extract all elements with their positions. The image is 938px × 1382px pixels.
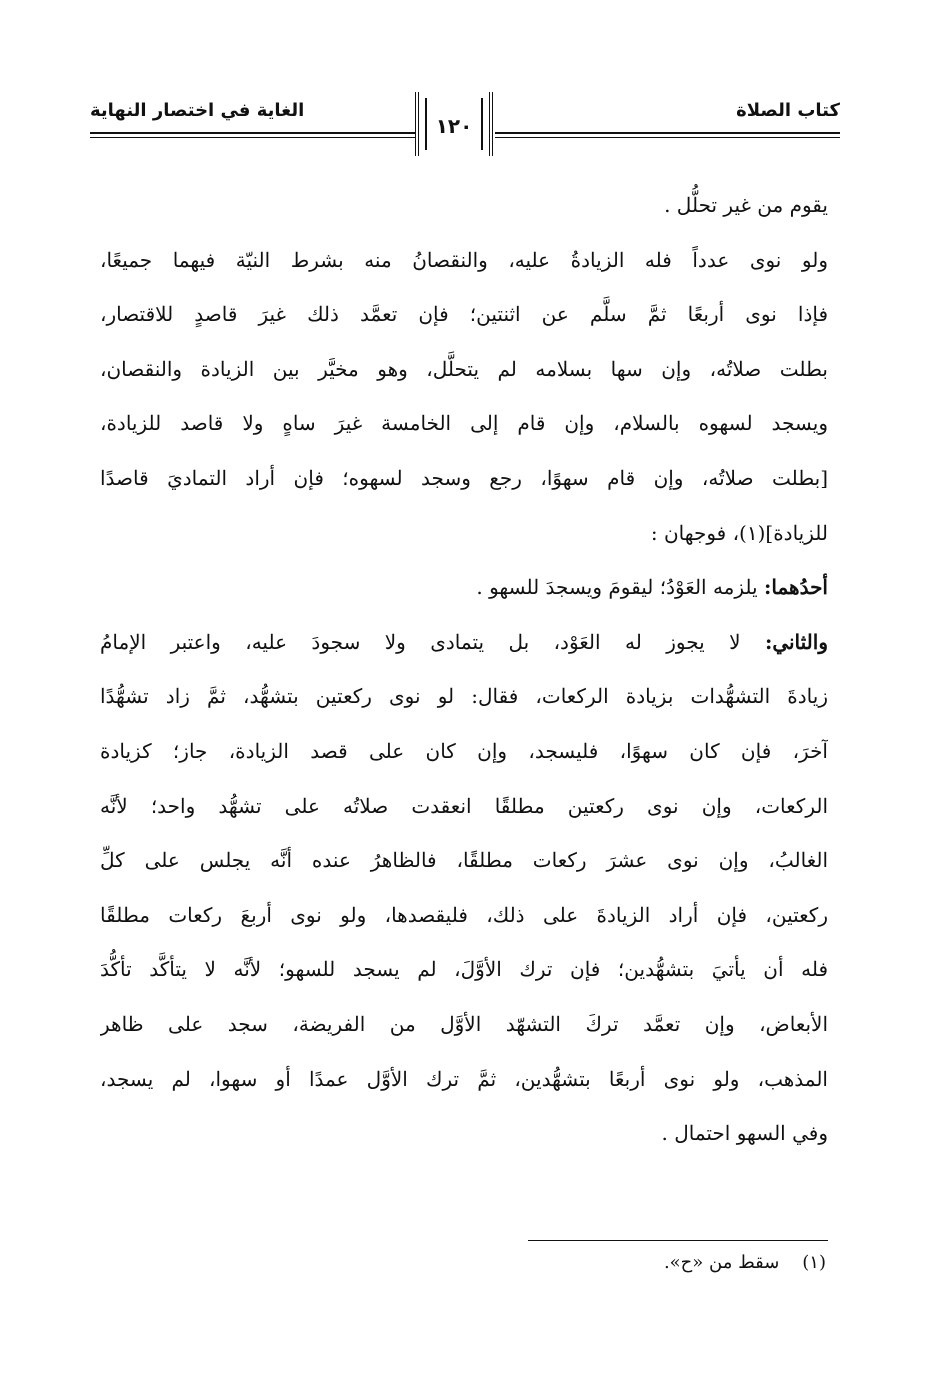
page-number-frame xyxy=(415,92,493,156)
line-text: فإذا نوى أربعًا ثمَّ سلَّم عن اثنتين؛ فإن تعمَّد ذلك غيرَ قاصدٍ للاقتصار، xyxy=(100,302,828,327)
text-line xyxy=(100,833,828,888)
line-text: آخرَ، فإن كان سهوًا، فليسجد، وإن كان على قصد الزيادة، جاز؛ كزيادة xyxy=(100,738,828,763)
text-line xyxy=(100,615,828,670)
text-line xyxy=(100,560,828,615)
line-text: للزيادة](١)، فوجهان : xyxy=(650,520,828,545)
footnote xyxy=(326,1252,826,1273)
line-text: ولو نوى عدداً فله الزيادةُ عليه، والنقصانُ منه بشرط النيّة فيهما جميعًا، xyxy=(100,247,828,272)
footnote-separator xyxy=(528,1240,828,1241)
line-text: الركعات، وإن نوى ركعتين مطلقًا انعقدت صلاتُه على تشهُّد واحد؛ لأنَّه xyxy=(100,793,828,818)
text-line xyxy=(100,669,828,724)
line-text: المذهب، ولو نوى أربعًا بتشهُّدين، ثمَّ ترك الأوَّل عمدًا أو سهوا، لم يسجد، xyxy=(100,1066,828,1091)
line-text: يقوم من غير تحلُّل . xyxy=(664,193,828,217)
line-text: الغالبُ، وإن نوى عشرَ ركعات مطلقًا، فالظاهرُ عنده أنَّه يجلس على كلِّ xyxy=(100,848,828,873)
line-text: الأبعاض، وإن تعمَّد تركَ التشهّد الأوَّل من الفريضة، سجد على ظاهر xyxy=(100,1011,828,1036)
text-line xyxy=(100,779,828,834)
text-line xyxy=(100,997,828,1052)
line-text: ويسجد لسهوه بالسلام، وإن قام إلى الخامسة غيرَ ساهٍ ولا قاصد للزيادة، xyxy=(100,411,828,436)
text-line xyxy=(100,287,828,342)
main-text xyxy=(100,178,828,1161)
line-text: زيادةَ التشهُّدات بزيادة الركعات، فقال: لو نوى ركعتين بتشهُّد، ثمَّ زاد تشهُّدًا xyxy=(100,684,828,709)
line-text: بطلت صلاتُه، وإن سها بسلامه لم يتحلَّل، وهو مخيَّر بين الزيادة والنقصان، xyxy=(100,356,828,381)
text-line xyxy=(100,506,828,561)
text-line xyxy=(100,1052,828,1107)
text-line xyxy=(100,342,828,397)
bold-lead: أحدُهما: xyxy=(763,575,828,600)
line-text: ركعتين، فإن أراد الزيادةَ على ذلك، فليقصدها، ولو نوى أربعَ ركعات مطلقًا xyxy=(100,902,828,927)
text-line xyxy=(100,233,828,288)
line-text: يلزمه العَوْدُ؛ ليقومَ ويسجدَ للسهو . xyxy=(476,575,764,600)
page-number: ١٢٠ xyxy=(435,114,473,138)
book-title: الغاية في اختصار النهاية xyxy=(90,100,305,121)
text-line xyxy=(100,1106,828,1161)
text-line xyxy=(100,451,828,506)
text-line xyxy=(100,396,828,451)
header-rule-left xyxy=(90,132,415,134)
footnote-marker: (١) xyxy=(802,1252,826,1273)
line-text: لا يجوز له العَوْد، بل يتمادى ولا سجودَ عليه، واعتبر الإمامُ xyxy=(100,629,765,654)
footnote-text: سقط من «ح». xyxy=(663,1252,780,1273)
text-line xyxy=(100,942,828,997)
header-rule-right xyxy=(495,132,840,134)
chapter-title: كتاب الصلاة xyxy=(736,100,840,121)
line-text: [بطلت صلاتُه، وإن قام سهوًا، رجع وسجد لسهوه؛ فإن أراد التماديَ قاصدًا xyxy=(100,465,828,490)
text-line xyxy=(100,724,828,779)
bold-lead: والثاني: xyxy=(764,629,828,654)
page-header xyxy=(90,92,840,162)
line-text: فله أن يأتيَ بتشهُّدين؛ فإن ترك الأوَّلَ، لم يسجد للسهو؛ لأنَّه لا يتأكَّد تأكُّدَ xyxy=(100,957,828,982)
text-line xyxy=(100,888,828,943)
text-line xyxy=(100,178,828,233)
line-text: وفي السهو احتمال . xyxy=(661,1121,828,1146)
